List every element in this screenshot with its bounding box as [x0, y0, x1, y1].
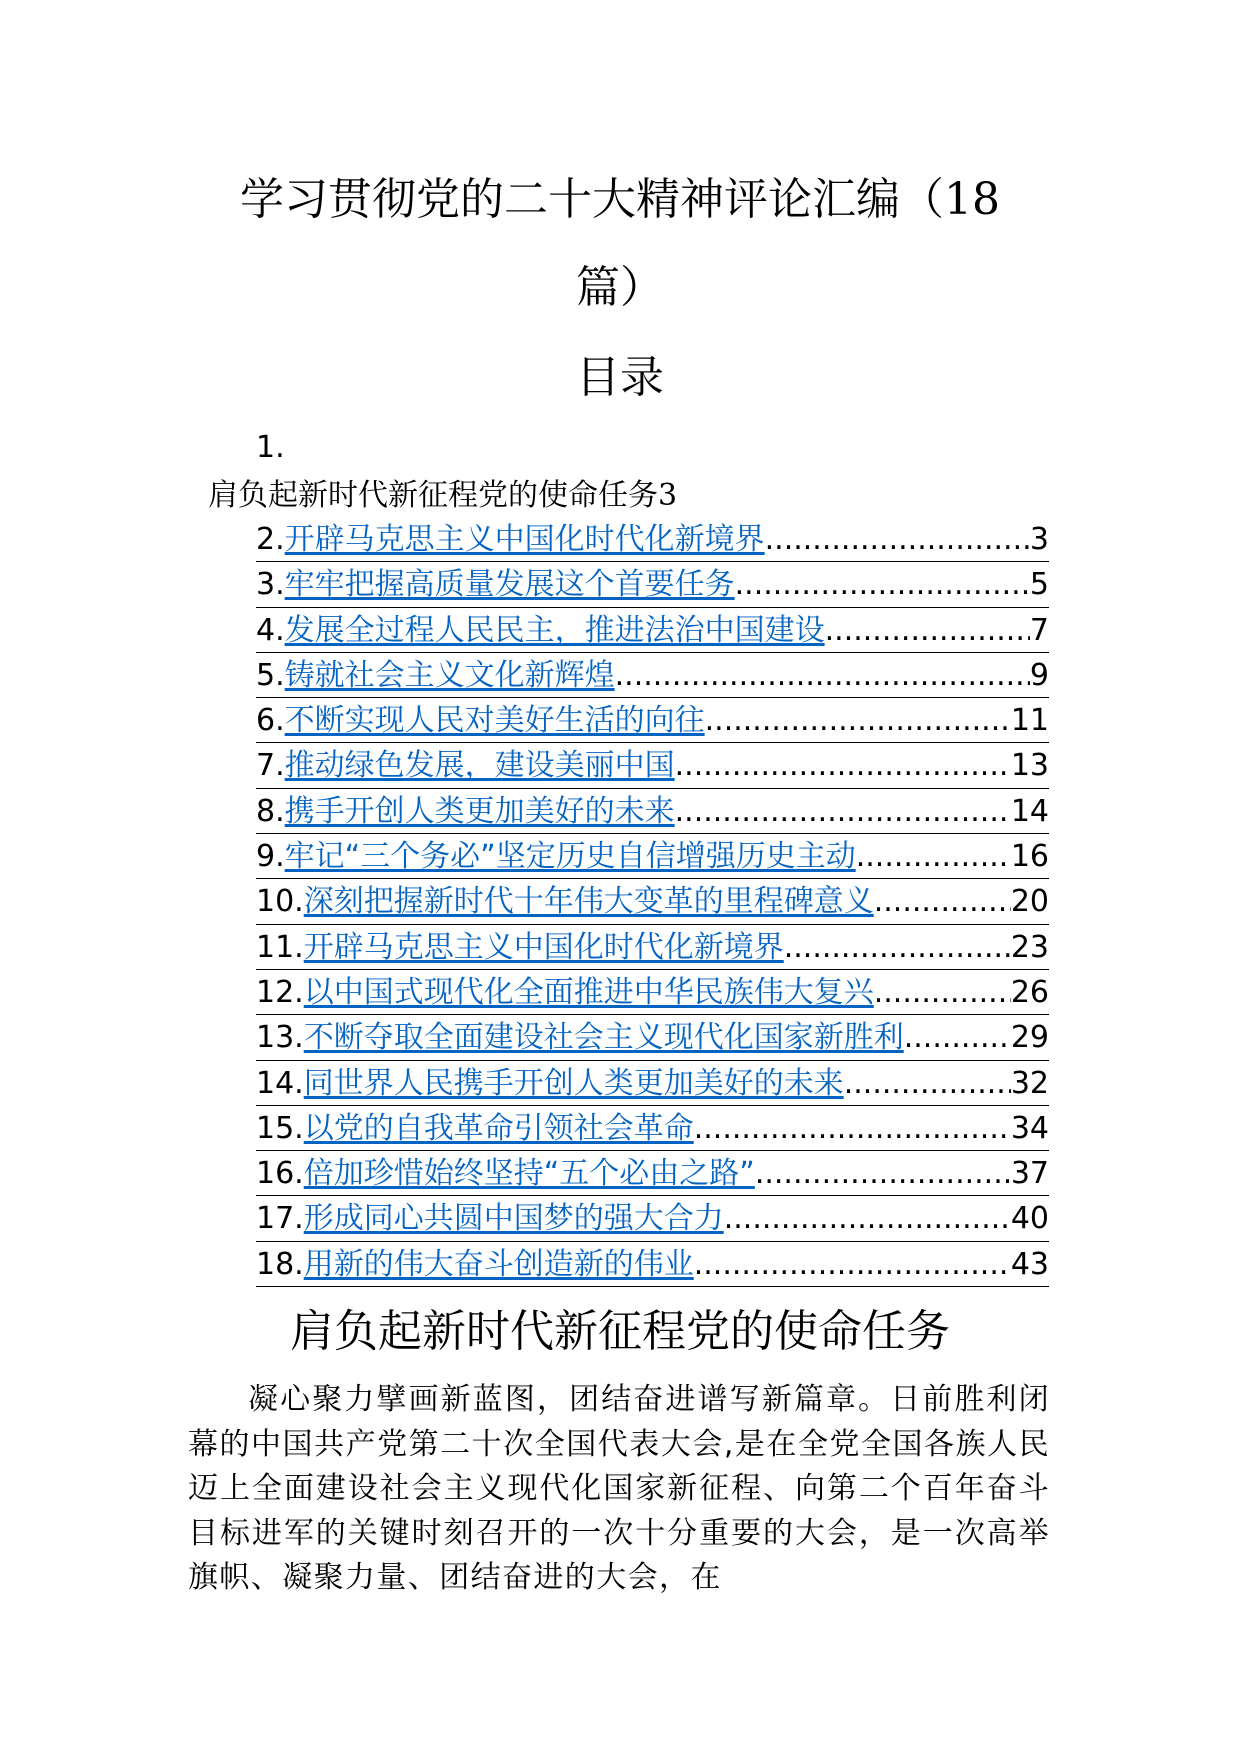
toc-item-page: 34 [1010, 1110, 1049, 1146]
toc-item[interactable] [256, 562, 1049, 607]
toc-item-page: 5 [1029, 567, 1049, 603]
toc-item-link[interactable]: 开辟马克思主义中国化时代化新境界 [284, 522, 765, 557]
toc-dot-leader [724, 1196, 1011, 1241]
toc-first-label[interactable]: 肩负起新时代新征程党的使命任务 [208, 478, 658, 513]
toc-item-number: 2. [256, 522, 285, 557]
toc-item-page: 40 [1010, 1201, 1049, 1237]
toc-item-link[interactable]: 牢记“三个务必”坚定历史自信增强历史主动 [284, 839, 856, 875]
toc-item[interactable] [256, 789, 1049, 834]
toc-item[interactable] [256, 834, 1049, 879]
toc-dot-leader [615, 653, 1030, 698]
toc-item[interactable] [256, 1196, 1049, 1241]
toc-item[interactable] [256, 925, 1049, 970]
toc-first-page: 3 [658, 478, 678, 513]
toc-first-entry[interactable] [208, 468, 677, 524]
toc-dot-leader [755, 1151, 1011, 1196]
toc-item-page: 13 [1010, 748, 1049, 784]
toc-dot-leader [705, 698, 1011, 743]
toc-dot-leader [856, 834, 1011, 879]
toc-item-number: 14. [256, 1065, 304, 1101]
toc-item-page: 3 [1029, 522, 1049, 557]
toc-dot-leader [784, 925, 1011, 970]
toc-dot-leader [694, 1242, 1011, 1287]
toc-item-page: 20 [1010, 884, 1049, 920]
toc-dot-leader [675, 743, 1011, 788]
toc-item-number: 11. [256, 929, 304, 965]
toc-item-link[interactable]: 用新的伟大奋斗创造新的伟业 [303, 1246, 694, 1282]
toc-item-page: 11 [1010, 703, 1049, 739]
toc-item-number: 10. [256, 884, 304, 920]
toc-item-number: 18. [256, 1246, 304, 1282]
document-title-text: 学习贯彻党的二十大精神评论汇编（ [240, 174, 944, 225]
toc-item-number: 6. [256, 703, 285, 739]
toc-heading: 目录 [576, 352, 664, 403]
toc-dot-leader [694, 1106, 1011, 1151]
toc-item-link[interactable]: 以党的自我革命引领社会革命 [303, 1110, 694, 1146]
toc-item[interactable] [256, 1151, 1049, 1196]
toc-item[interactable] [256, 743, 1049, 788]
toc-item-link[interactable]: 牢牢把握高质量发展这个首要任务 [284, 567, 735, 603]
toc-item-number: 5. [256, 657, 285, 693]
toc-item-link[interactable]: 携手开创人类更加美好的未来 [284, 793, 675, 829]
toc-item-page: 37 [1010, 1156, 1049, 1192]
toc-item-number: 7. [256, 748, 285, 784]
toc-dot-leader [874, 970, 1011, 1015]
toc-item-link[interactable]: 不断实现人民对美好生活的向往 [284, 703, 705, 739]
toc-item-page: 14 [1010, 793, 1049, 829]
toc-item-number: 17. [256, 1201, 304, 1237]
toc-dot-leader [874, 879, 1011, 924]
toc-dot-leader [675, 789, 1011, 834]
toc-item[interactable] [256, 517, 1049, 562]
toc-item[interactable] [256, 1106, 1049, 1151]
toc-item-link[interactable]: 发展全过程人民民主，推进法治中国建设 [284, 612, 825, 648]
document-title-count: 18 [944, 174, 1000, 225]
toc-item-link[interactable]: 同世界人民携手开创人类更加美好的未来 [303, 1065, 844, 1101]
toc-dot-leader [735, 562, 1030, 607]
toc-item-number: 16. [256, 1156, 304, 1192]
toc-item-page: 9 [1029, 657, 1049, 693]
toc-item[interactable] [256, 1061, 1049, 1106]
toc-item[interactable] [256, 608, 1049, 653]
toc-item[interactable] [256, 1242, 1049, 1287]
toc-item-page: 43 [1010, 1246, 1049, 1282]
section-title: 肩负起新时代新征程党的使命任务 [290, 1306, 950, 1357]
toc-item-page: 32 [1010, 1065, 1049, 1101]
toc-item-link[interactable]: 深刻把握新时代十年伟大变革的里程碑意义 [303, 884, 874, 920]
body-paragraph: 凝心聚力擘画新蓝图，团结奋进谱写新篇章。日前胜利闭幕的中国共产党第二十次全国代表大会,是在全党全国各族人民迈上全面建设社会主义现代化国家新征程、向第二个百年奋斗目标进军的关键时刻召开的一次十分重要的大会，是一次高举旗帜、凝聚力量、团结奋进的大会，在 [188, 1382, 1050, 1595]
toc-item[interactable] [256, 1015, 1049, 1060]
toc-item-number: 3. [256, 567, 285, 603]
toc-item-link[interactable]: 倍加珍惜始终坚持“五个必由之路” [303, 1156, 755, 1192]
toc-item-link[interactable]: 铸就社会主义文化新辉煌 [284, 657, 615, 693]
toc-dot-leader [825, 608, 1030, 653]
toc-item-link[interactable]: 形成同心共圆中国梦的强大合力 [303, 1201, 724, 1237]
toc-item[interactable] [256, 879, 1049, 924]
toc-item-link[interactable]: 推动绿色发展，建设美丽中国 [284, 748, 675, 784]
toc-item-page: 16 [1010, 839, 1049, 875]
toc-dot-leader [765, 517, 1030, 562]
document-title-line2: 篇） [576, 262, 664, 313]
toc-dot-leader [904, 1015, 1011, 1060]
document-title-line1 [190, 154, 1050, 246]
toc-item-number: 12. [256, 974, 304, 1010]
toc-item-number: 13. [256, 1020, 304, 1056]
toc-item-link[interactable]: 不断夺取全面建设社会主义现代化国家新胜利 [303, 1020, 904, 1056]
toc-item-link[interactable]: 以中国式现代化全面推进中华民族伟大复兴 [303, 974, 874, 1010]
toc-item-number: 4. [256, 612, 285, 648]
toc-item[interactable] [256, 970, 1049, 1015]
toc-item-number: 8. [256, 793, 285, 829]
toc-item-link[interactable]: 开辟马克思主义中国化时代化新境界 [303, 929, 784, 965]
toc-item[interactable] [256, 653, 1049, 698]
toc-first-number: 1. [256, 430, 285, 465]
toc-item-page: 26 [1010, 974, 1049, 1010]
toc-item-page: 29 [1010, 1020, 1049, 1056]
toc-list [256, 517, 1049, 1287]
toc-item-number: 9. [256, 839, 285, 875]
toc-item-number: 15. [256, 1110, 304, 1146]
toc-item-page: 23 [1010, 929, 1049, 965]
toc-item[interactable] [256, 698, 1049, 743]
toc-dot-leader [844, 1061, 1011, 1106]
toc-item-page: 7 [1029, 612, 1049, 648]
